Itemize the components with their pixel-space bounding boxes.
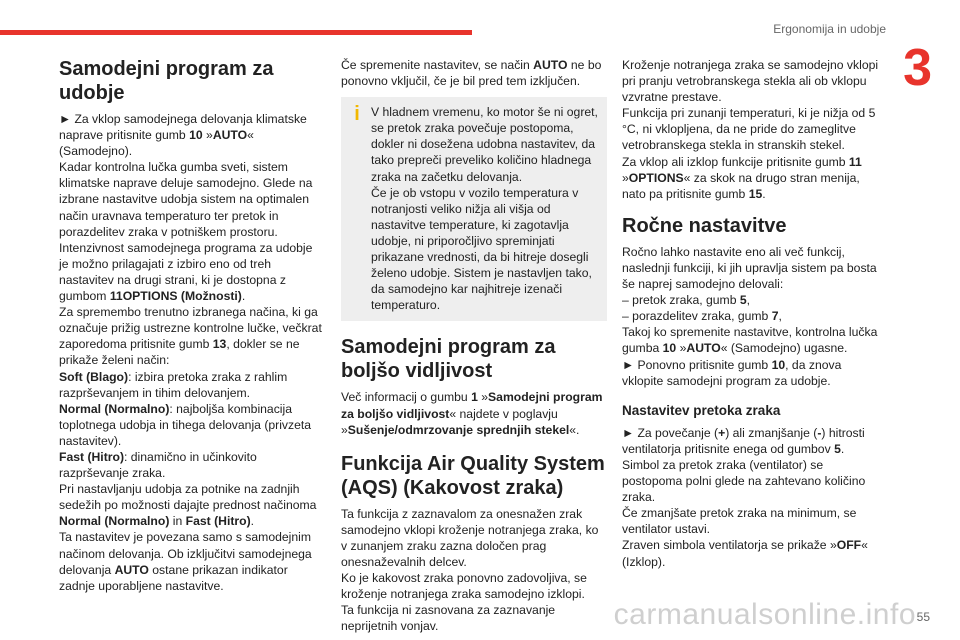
paragraph: Več informacij o gumbu 1 »Samodejni program za boljšo vidljivost« najdete v poglavju »Sušenje/odmrzovanje sprednjih stekel«. bbox=[341, 390, 603, 437]
paragraph: Če zmanjšate pretok zraka na minimum, se ventilator ustavi. bbox=[622, 506, 857, 537]
paragraph: Zraven simbola ventilatorja se prikaže »OFF« (Izklop). bbox=[622, 538, 868, 569]
mode-soft: Soft (Blago): izbira pretoka zraka z rahlim razprševanjem in tihim delovanjem. bbox=[59, 369, 288, 400]
heading-aqs: Funkcija Air Quality System (AQS) (Kakovost zraka) bbox=[341, 452, 605, 499]
info-icon: i bbox=[354, 103, 360, 126]
paragraph: Takoj ko spremenite nastavitve, kontrolna lučka gumba 10 »AUTO« (Samodejno) ugasne. bbox=[622, 325, 878, 356]
mode-fast: Fast (Hitro): dinamično in učinkovito razprševanje zraka. bbox=[59, 449, 257, 481]
heading-air-flow: Nastavitev pretoka zraka bbox=[622, 402, 781, 418]
paragraph: ► Za povečanje (+) ali zmanjšanje (-) hitrosti ventilatorja pritisnite enega od gumbov 5. bbox=[622, 425, 865, 456]
list-item: – porazdelitev zraka, gumb 7, bbox=[622, 309, 782, 324]
paragraph: Ko je kakovost zraka ponovno zadovoljiva, se kroženje notranjega zraka samodejno izklopi. bbox=[341, 571, 587, 602]
chapter-number: 3 bbox=[903, 39, 932, 97]
paragraph: Ta nastavitev je povezana samo s samodejnim načinom delovanja. Ob izključitvi samodejnega delovanja AUTO ostane prikazan indikator zadnje uporabljene nastavitve. bbox=[59, 530, 312, 593]
info-text: V hladnem vremenu, ko motor še ni ogret, se pretok zraka povečuje postopoma, dokler ni dosežena udobna nastavitev, da tako prepreči preveliko količino hladnega zraka na začetku delovanja. bbox=[371, 105, 598, 184]
heading-comfort-program: Samodejni program za udobje bbox=[59, 58, 274, 104]
paragraph: Za vklop ali izklop funkcije pritisnite gumb 11 »OPTIONS« za skok na drugo stran menija, nato pa pritisnite gumb 15. bbox=[622, 154, 862, 201]
paragraph: Ročno lahko nastavite eno ali več funkcij, naslednji funkciji, ki jih upravlja sistem pa bosta še naprej samodejno delovali: bbox=[622, 244, 877, 292]
paragraph: Ta funkcija z zaznavalom za onesnažen zrak samodejno vklopi kroženje notranjega zraka, ko v zunanjem zraku zazna določen prag onesnaževalnih delcev. bbox=[341, 506, 599, 569]
info-box bbox=[341, 97, 607, 321]
page-number: 55 bbox=[916, 610, 930, 624]
paragraph: Kroženje notranjega zraka se samodejno vklopi pri pranju vetrobranskega stekla ali ob vklopu vzvratne prestave. bbox=[622, 58, 879, 105]
paragraph: Simbol za pretok zraka (ventilator) se postopoma polni glede na zahtevano količino zraka. bbox=[622, 457, 866, 505]
list-item: – pretok zraka, gumb 5, bbox=[622, 293, 751, 308]
paragraph: Intenzivnost samodejnega programa za udobje je možno prilagajati z izbiro eno od treh nastavitev na drugi strani, ki je dostopna z gumbom 11OPTIONS (Možnosti). bbox=[59, 240, 313, 304]
heading-manual-settings: Ročne nastavitve bbox=[622, 214, 787, 237]
paragraph: ► Ponovno pritisnite gumb 10, da znova vklopite samodejni program za udobje. bbox=[622, 357, 842, 388]
paragraph: ► Za vklop samodejnega delovanja klimatske naprave pritisnite gumb 10 »AUTO« (Samodejno). bbox=[59, 112, 307, 159]
mode-normal: Normal (Normalno): najboljša kombinacija toplotnega udobja in tihega delovanja (privzeta nastavitev). bbox=[59, 401, 312, 448]
info-text: Če je ob vstopu v vozilo temperatura v notranjosti veliko nižja ali višja od nastavitve temperature, ki zagotavlja udobje, ni priporočljivo spreminjati prikazane vrednosti, da bi hitreje dosegli želeno udobje. Sistem je nastavljen tako, da samodejno kar najhitreje izenači temperaturo. bbox=[371, 185, 592, 313]
watermark: carmanualsonline.info bbox=[613, 598, 916, 631]
section-title: Ergonomija in udobje bbox=[773, 22, 886, 36]
paragraph: Če spremenite nastavitev, se način AUTO ne bo ponovno vključil, če je bil pred tem izključen. bbox=[341, 58, 602, 89]
top-accent-bar bbox=[0, 30, 472, 35]
paragraph: Ta funkcija ni zasnovana za zaznavanje neprijetnih vonjav. bbox=[341, 603, 556, 634]
heading-visibility-program: Samodejni program za boljšo vidljivost bbox=[341, 336, 556, 383]
paragraph: Pri nastavljanju udobja za potnike na zadnjih sedežih po možnosti dajajte prednost načinoma Normal (Normalno) in Fast (Hitro). bbox=[59, 482, 317, 529]
column-3 bbox=[622, 57, 884, 570]
column-1 bbox=[59, 57, 325, 594]
paragraph: Kadar kontrolna lučka gumba sveti, sistem klimatske naprave deluje samodejno. Glede na izbrane nastavitve udobja sistem na optimalen način uravnava temperaturo ter pretok in porazdelitev zraka v potniškem prostoru. bbox=[59, 160, 313, 239]
paragraph: Za spremembo trenutno izbranega načina, ki ga označuje prižig ustrezne kontrolne lučke, večkrat zaporedoma pritisnite gumb 13, dokler se ne prikaže želeni način: bbox=[59, 305, 322, 368]
paragraph: Funkcija pri zunanji temperaturi, ki je nižja od 5 °C, ni vklopljena, da ne pride do zameglitve vetrobranskega stekla in stranskih stekel. bbox=[622, 106, 876, 153]
column-2 bbox=[341, 57, 607, 634]
